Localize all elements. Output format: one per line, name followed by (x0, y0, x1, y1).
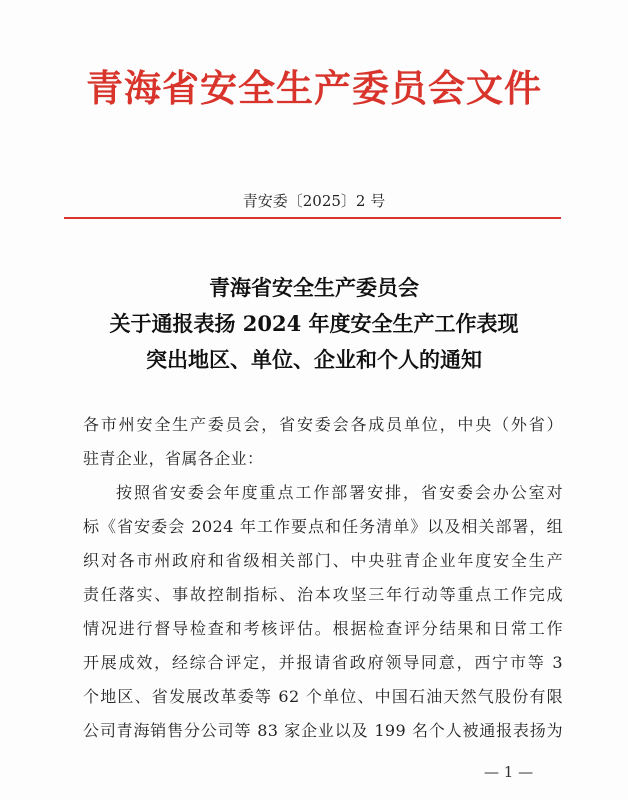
body-paragraph-line: 标《省安委会 2024 年工作要点和任务清单》以及相关部署，组 (83, 517, 563, 536)
document-header-title: 青海省安全生产委员会文件 (86, 67, 542, 110)
body-paragraph-line: 织对各市州政府和省级相关部门、中央驻青企业年度安全生产 (83, 551, 563, 570)
page-number: — 1 — (484, 763, 534, 781)
notice-title-line-3: 突出地区、单位、企业和个人的通知 (146, 347, 482, 372)
notice-title-line-1: 青海省安全生产委员会 (209, 275, 419, 300)
body-paragraph-line: 情况进行督导检查和考核评估。根据检查评分结果和日常工作 (83, 619, 563, 638)
body-paragraph-line: 按照省安委会年度重点工作部署安排，省安委会办公室对 (116, 483, 563, 502)
salutation-line-1: 各市州安全生产委员会，省安委会各成员单位，中央（外省） (83, 415, 563, 434)
salutation-line-2: 驻青企业，省属各企业： (83, 449, 264, 468)
body-paragraph-line: 公司青海销售分公司等 83 家企业以及 199 名个人被通报表扬为 (83, 721, 563, 740)
body-paragraph-line: 个地区、省发展改革委等 62 个单位、中国石油天然气股份有限 (83, 687, 563, 706)
document-number: 青安委〔2025〕2 号 (242, 192, 386, 210)
red-divider-line (64, 217, 561, 219)
body-paragraph-line: 责任落实、事故控制指标、治本攻坚三年行动等重点工作完成 (83, 585, 563, 604)
body-paragraph-line: 开展成效，经综合评定，并报请省政府领导同意，西宁市等 3 (83, 653, 563, 672)
notice-title-line-2: 关于通报表扬 2024 年度安全生产工作表现 (109, 311, 519, 336)
